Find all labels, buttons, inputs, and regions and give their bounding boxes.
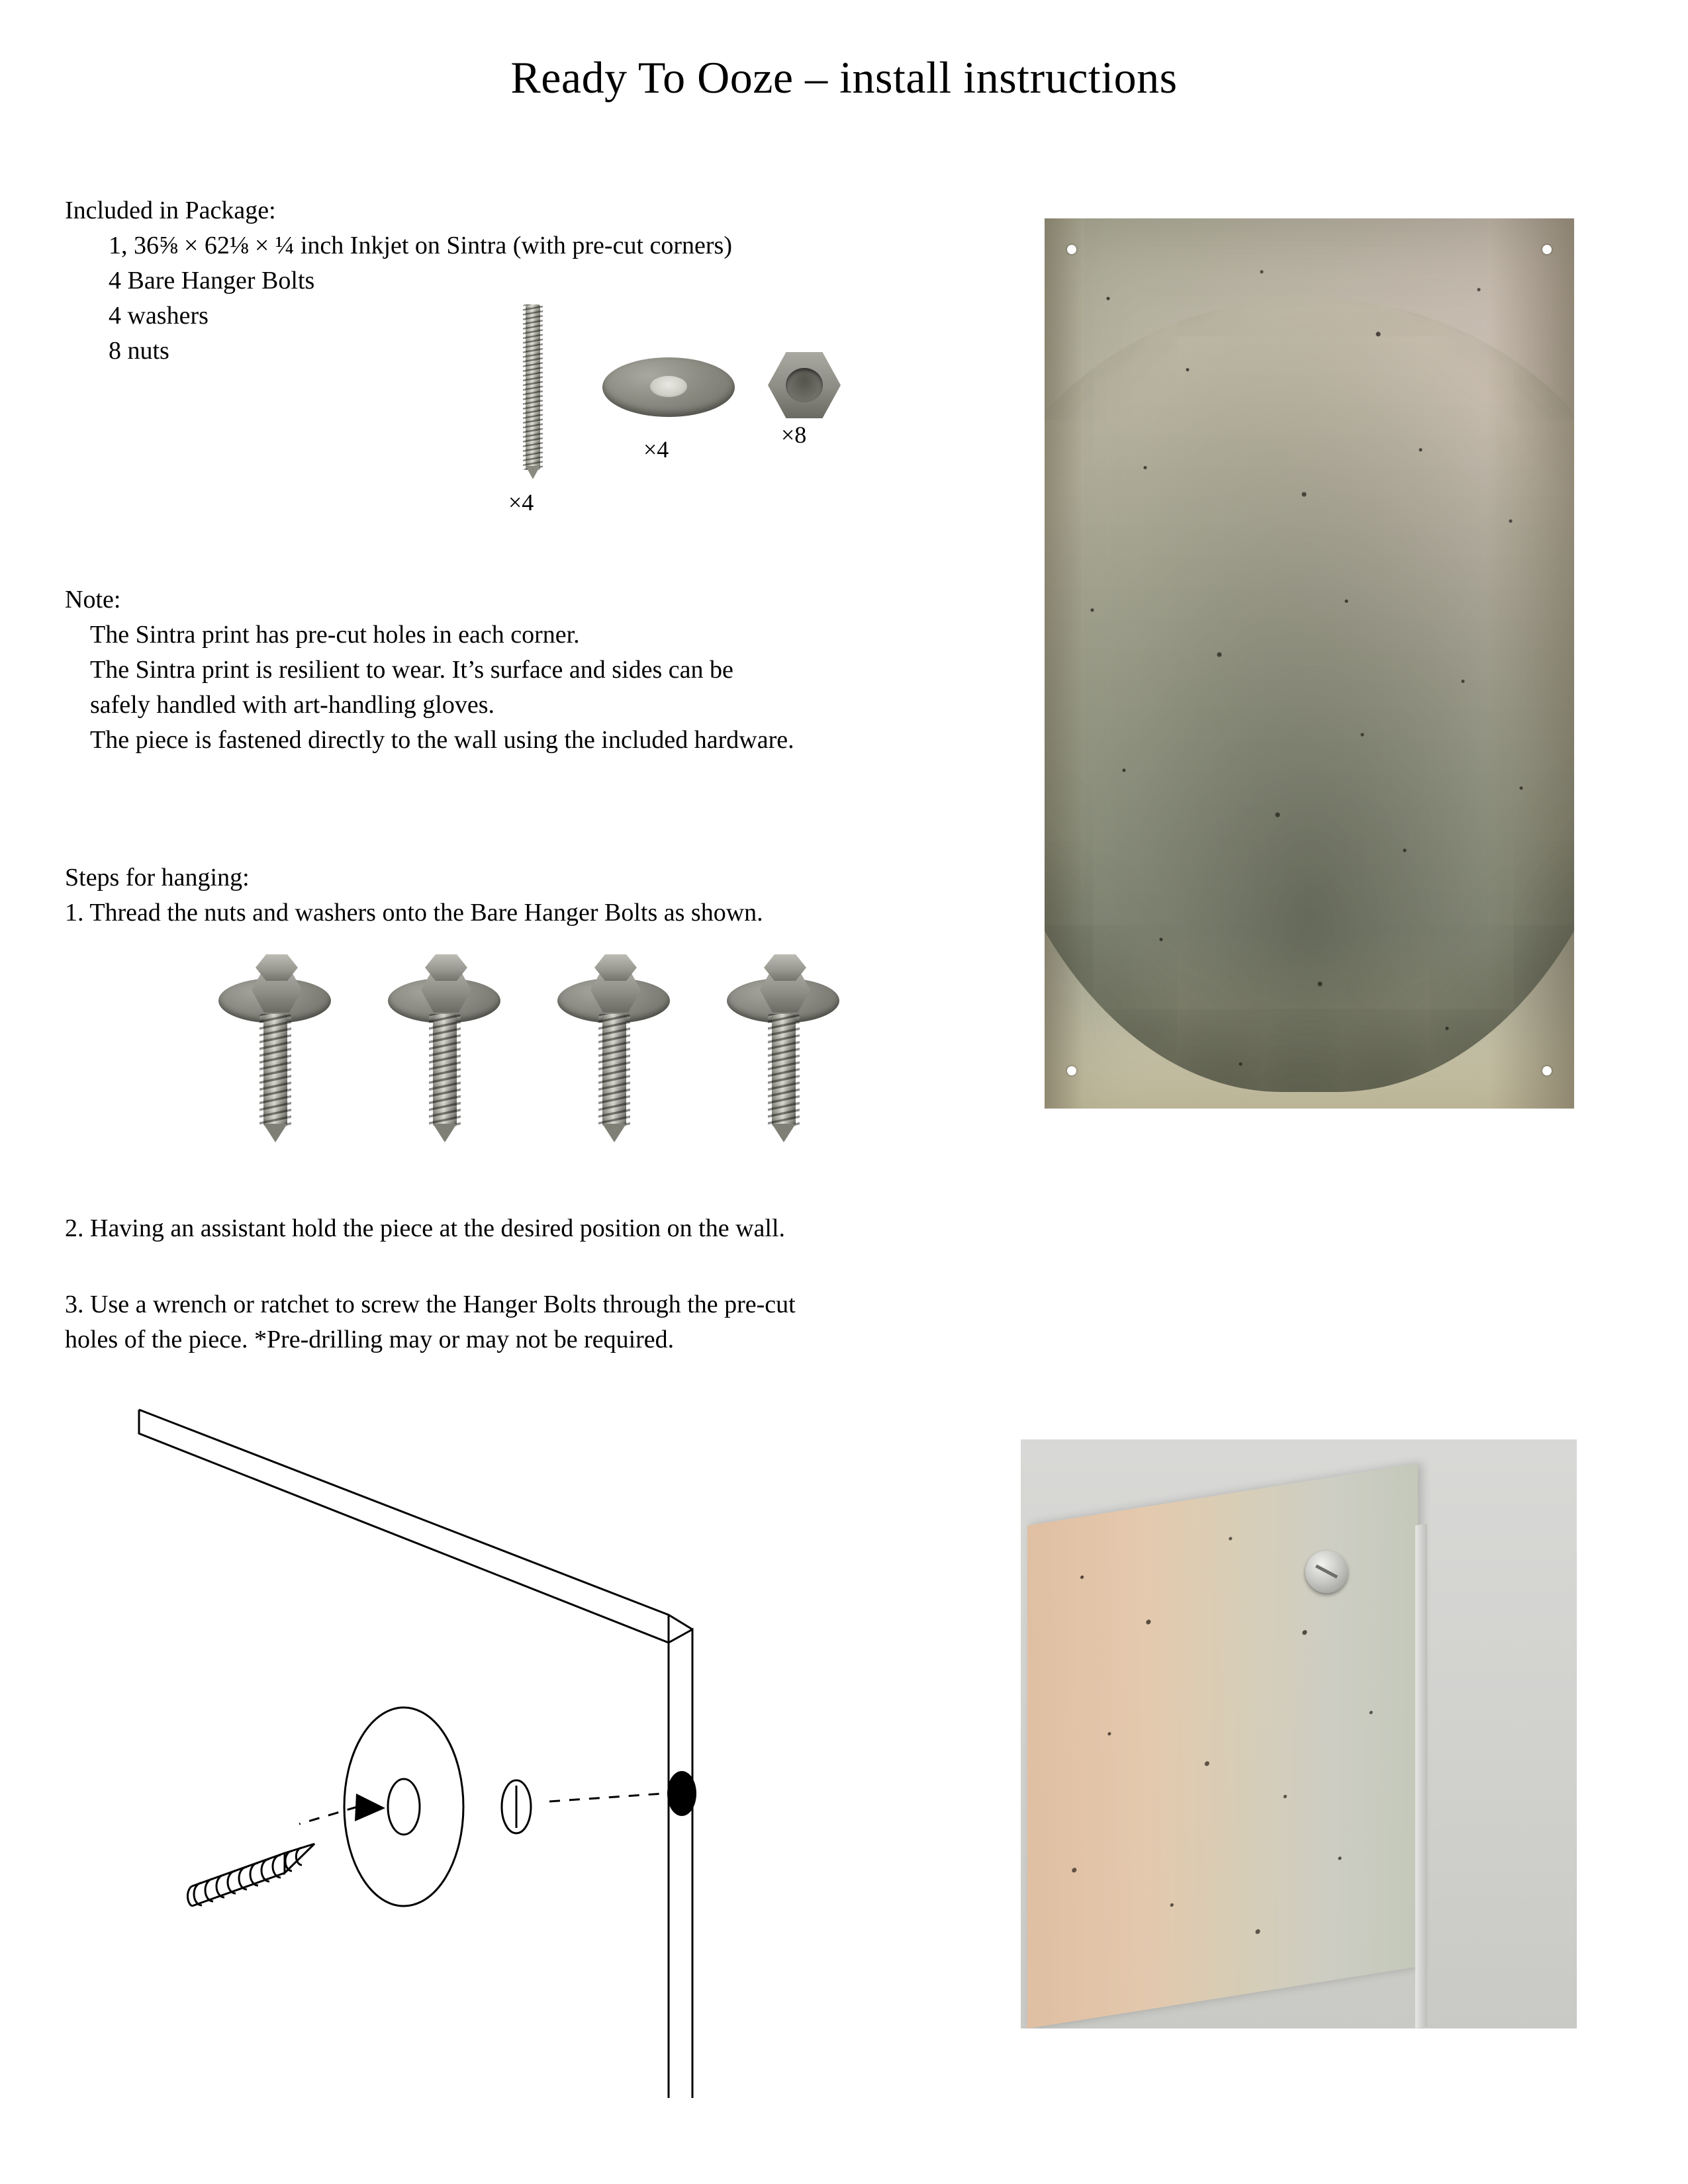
note-line: The Sintra print is resilient to wear. It’s surface and sides can be — [90, 656, 733, 684]
bolt-quantity-label: ×4 — [508, 489, 534, 516]
note-line: The Sintra print has pre-cut holes in each corner. — [90, 621, 580, 649]
note-heading: Note: — [65, 586, 121, 614]
washer-icon — [602, 357, 735, 417]
step-2-text: 2. Having an assistant hold the piece at the desired position on the wall. — [65, 1214, 786, 1242]
included-item: 1, 36⅝ × 62⅛ × ¼ inch Inkjet on Sintra (with pre-cut corners) — [109, 232, 732, 259]
artwork-photo — [1045, 218, 1574, 1109]
step-2-section — [65, 1211, 1058, 1246]
steps-section — [65, 860, 1058, 931]
page-title: Ready To Ooze – install instructions — [510, 52, 1178, 103]
hanger-bolt-icon — [522, 304, 544, 470]
included-item: 4 Bare Hanger Bolts — [109, 267, 315, 295]
nut-icon — [768, 352, 841, 418]
step-1-text: 1. Thread the nuts and washers onto the Bare Hanger Bolts as shown. — [65, 899, 763, 927]
isometric-assembly-diagram — [86, 1396, 980, 2111]
install-detail-photo — [1021, 1439, 1577, 2028]
note-line: The piece is fastened directly to the wall using the included hardware. — [90, 726, 794, 754]
precut-corner-hole — [1067, 245, 1076, 254]
note-line: safely handled with art-handling gloves. — [90, 691, 495, 719]
installed-screw-head — [1305, 1551, 1348, 1593]
precut-corner-hole — [1542, 245, 1552, 254]
washer-quantity-label: ×4 — [643, 436, 669, 463]
precut-corner-hole — [1542, 1066, 1552, 1075]
note-section — [65, 582, 1045, 758]
precut-corner-hole — [1067, 1066, 1076, 1075]
hardware-diagram — [490, 291, 914, 529]
included-item: 8 nuts — [109, 337, 169, 365]
step-3-text-line2: holes of the piece. *Pre-drilling may or may not be required. — [65, 1326, 675, 1353]
included-item: 4 washers — [109, 302, 209, 330]
step-3-section — [65, 1287, 1045, 1357]
steps-heading: Steps for hanging: — [65, 864, 250, 891]
step-3-text-line1: 3. Use a wrench or ratchet to screw the Hanger Bolts through the pre-cut — [65, 1291, 796, 1318]
included-heading: Included in Package: — [65, 197, 276, 224]
assembled-bolt — [218, 953, 338, 1138]
nut-quantity-label: ×8 — [781, 422, 807, 448]
assembled-bolts-diagram — [218, 953, 880, 1152]
assembled-bolt — [388, 953, 507, 1138]
panel-speckle-texture — [1027, 1464, 1418, 2028]
assembled-bolt — [557, 953, 677, 1138]
assembled-bolt — [727, 953, 846, 1138]
mounted-panel — [1027, 1464, 1418, 2028]
artwork-speckle-texture — [1045, 218, 1574, 1109]
panel-edge — [1415, 1524, 1427, 2028]
